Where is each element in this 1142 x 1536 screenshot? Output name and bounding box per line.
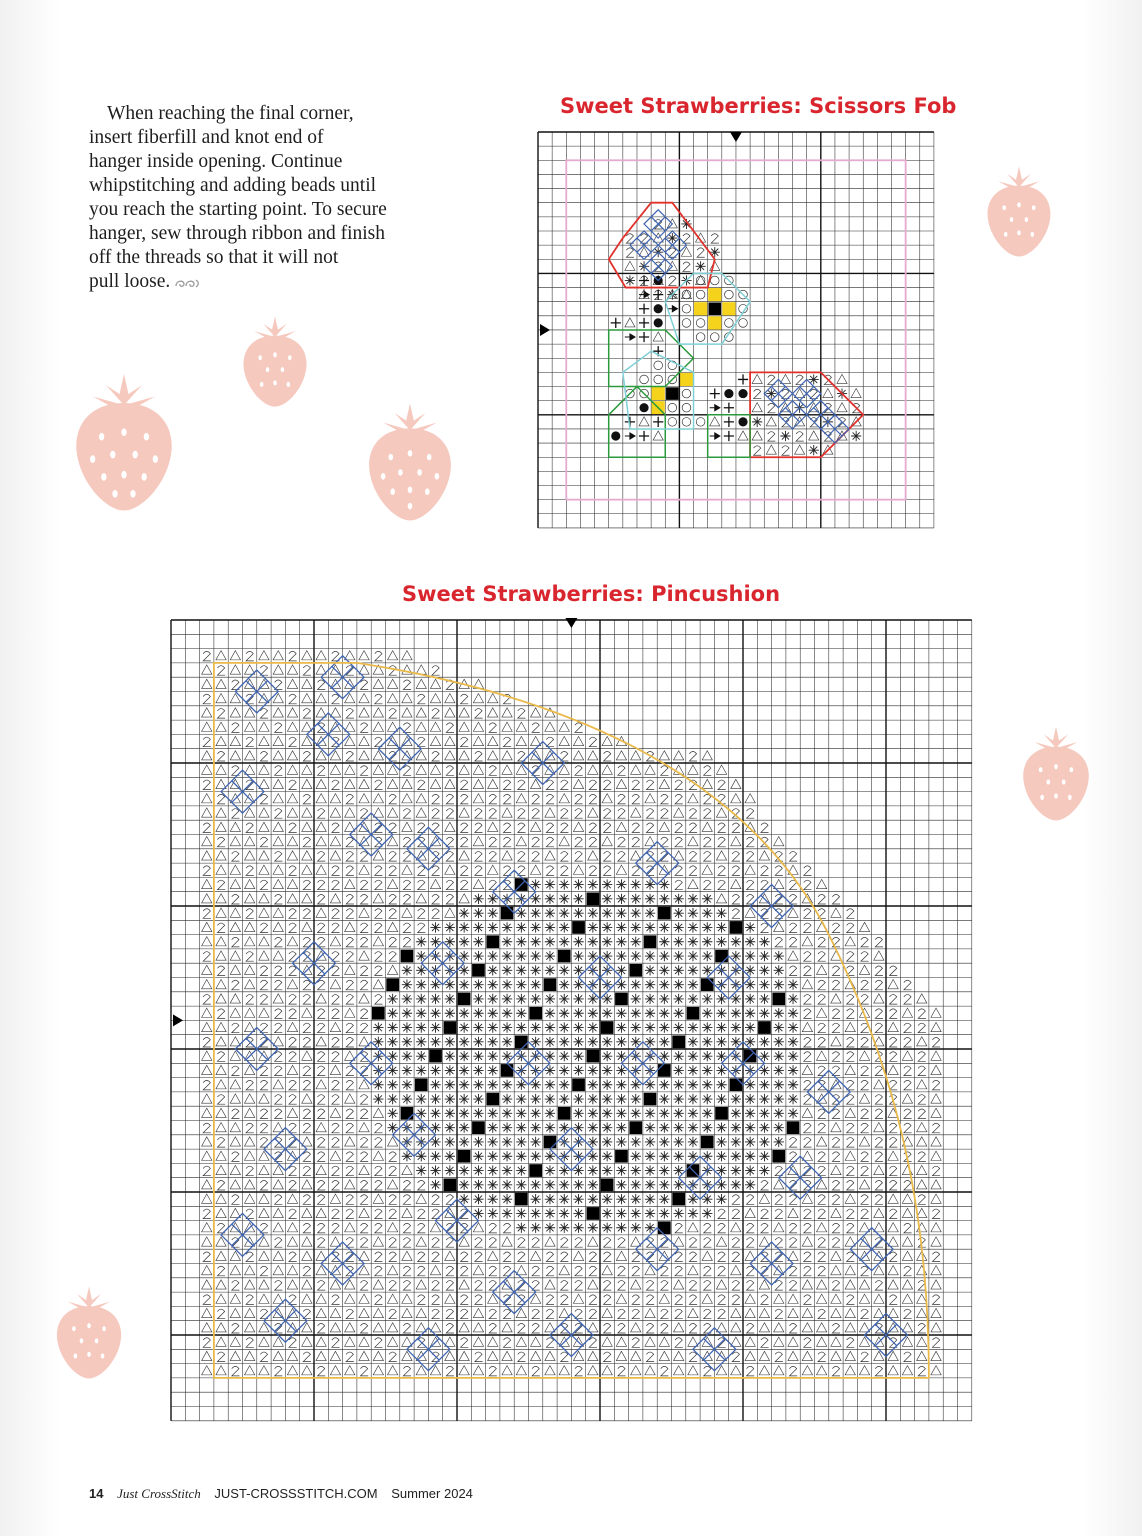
article-paragraph [89,102,409,294]
strawberry-icon [238,310,312,410]
paragraph-line-end: pull loose. [89,271,171,292]
paragraph-line: hanger, sew through ribbon and finish [89,223,385,244]
magazine-name: Just CrossStitch [117,1486,201,1501]
strawberry-icon [980,162,1058,258]
page-footer [89,1486,473,1502]
issue-label: Summer 2024 [391,1486,473,1501]
paragraph-line: When reaching the final corner, [107,103,354,124]
strawberry-icon [68,366,180,514]
paragraph-line: insert fiberfill and knot end of [89,127,324,148]
paragraph-line: hanger inside opening. Continue [89,151,343,172]
paragraph-line: whipstitching and adding beads until [89,175,377,196]
website: JUST-CROSSSTITCH.COM [214,1486,378,1501]
scissors-fob-title: Sweet Strawberries: Scissors Fob [560,94,957,118]
pincushion-chart [167,616,976,1425]
paragraph-line [89,270,409,294]
strawberry-icon [50,1282,128,1380]
paragraph-line: off the threads so that it will not [89,247,339,268]
strawberry-icon [362,396,458,524]
end-of-article-icon [174,277,200,289]
page-number: 14 [89,1486,104,1501]
paragraph-line: you reach the starting point. To secure [89,199,387,220]
scissors-fob-chart [536,130,938,532]
strawberry-icon [1016,722,1096,822]
pincushion-title: Sweet Strawberries: Pincushion [402,582,781,606]
